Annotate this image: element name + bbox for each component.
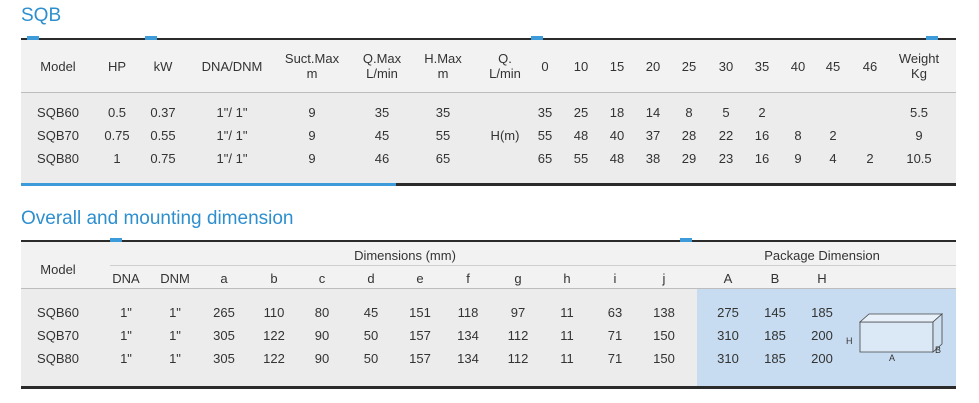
column-header: H.Max m xyxy=(424,51,462,81)
column-header: H xyxy=(817,271,827,286)
column-header: j xyxy=(662,271,666,286)
model-header: Model xyxy=(40,262,76,277)
column-header: h xyxy=(563,271,571,286)
table-cell: 2 xyxy=(866,151,874,166)
model-cell: SQB60 xyxy=(37,105,79,120)
table-cell: 37 xyxy=(645,128,661,143)
package-dimension-header: Package Dimension xyxy=(764,248,880,263)
table-cell: 1" xyxy=(169,305,181,320)
table-cell: 9 xyxy=(308,105,316,120)
table-cell: 55 xyxy=(537,128,553,143)
table-cell: 5.5 xyxy=(909,105,929,120)
subheader-divider xyxy=(110,265,956,266)
table-cell: 1"/ 1" xyxy=(216,151,248,166)
table-cell: 150 xyxy=(653,328,675,343)
table-cell: 122 xyxy=(263,351,285,366)
table-cell: 9 xyxy=(915,128,923,143)
bottom-accent xyxy=(21,183,396,186)
column-header: 25 xyxy=(681,59,697,74)
column-header: 46 xyxy=(862,59,878,74)
table-cell: 310 xyxy=(717,328,739,343)
table-cell: 200 xyxy=(811,328,833,343)
column-header: DNA/DNM xyxy=(201,59,263,74)
table-cell: 48 xyxy=(573,128,589,143)
box-label-b: B xyxy=(935,345,942,355)
column-header: Suct.Max m xyxy=(284,51,340,81)
table-cell: 8 xyxy=(685,105,693,120)
table-cell: 151 xyxy=(409,305,431,320)
table-cell: 11 xyxy=(560,328,574,343)
model-cell: SQB80 xyxy=(37,151,79,166)
table-cell: 97 xyxy=(510,305,526,320)
table-cell: 25 xyxy=(573,105,589,120)
table-cell: 310 xyxy=(717,351,739,366)
table-cell: 1" xyxy=(169,328,181,343)
table-cell: 16 xyxy=(754,128,770,143)
table-cell: 90 xyxy=(314,328,330,343)
table-cell: 1" xyxy=(169,351,181,366)
table-cell: 305 xyxy=(213,351,235,366)
table-cell: 145 xyxy=(764,305,786,320)
table-cell: 18 xyxy=(609,105,625,120)
table-cell: 48 xyxy=(609,151,625,166)
table-cell: 65 xyxy=(435,151,451,166)
table-cell: 0.5 xyxy=(107,105,127,120)
table-cell: 112 xyxy=(507,328,529,343)
table-cell: 1" xyxy=(120,328,132,343)
column-header: 35 xyxy=(754,59,770,74)
table-cell: 11 xyxy=(560,305,574,320)
table-cell: 0.37 xyxy=(150,105,176,120)
table-cell: 50 xyxy=(363,351,379,366)
model-cell: SQB70 xyxy=(37,128,79,143)
column-header: 20 xyxy=(645,59,661,74)
table-cell: 71 xyxy=(607,328,623,343)
table-cell: 157 xyxy=(409,351,431,366)
section-title-sqb: SQB xyxy=(21,5,62,26)
box-label-h: H xyxy=(846,336,853,346)
dimensions-header: Dimensions (mm) xyxy=(354,248,456,263)
column-header: A xyxy=(723,271,733,286)
table-cell: 9 xyxy=(308,151,316,166)
table-cell: 35 xyxy=(374,105,390,120)
table-cell: 1" xyxy=(120,305,132,320)
table-bottom-rule xyxy=(21,386,956,389)
table-cell: 9 xyxy=(308,128,316,143)
table-cell: 134 xyxy=(457,351,479,366)
table-cell: 5 xyxy=(722,105,730,120)
table-cell: 46 xyxy=(374,151,390,166)
table-cell: 63 xyxy=(607,305,623,320)
table-cell: 2 xyxy=(758,105,766,120)
table-cell: 90 xyxy=(314,351,330,366)
table-cell: 40 xyxy=(609,128,625,143)
table-cell: H(m) xyxy=(490,128,520,143)
column-header: a xyxy=(220,271,228,286)
table-cell: 28 xyxy=(681,128,697,143)
column-header: B xyxy=(770,271,780,286)
section-title-dimensions: Overall and mounting dimension xyxy=(21,208,294,229)
table-cell: 185 xyxy=(764,351,786,366)
table-cell: 0.75 xyxy=(104,128,130,143)
table-cell: 55 xyxy=(573,151,589,166)
model-cell: SQB60 xyxy=(37,305,79,320)
column-header: c xyxy=(318,271,326,286)
package-box-diagram xyxy=(855,310,945,360)
column-header: Q.Max L/min xyxy=(362,51,402,81)
table-cell: 0.75 xyxy=(150,151,176,166)
column-header: 45 xyxy=(825,59,841,74)
table-cell: 110 xyxy=(263,305,285,320)
box-label-a: A xyxy=(889,353,896,363)
table-cell: 157 xyxy=(409,328,431,343)
column-header: 15 xyxy=(609,59,625,74)
table-cell: 11 xyxy=(560,351,574,366)
table-cell: 0.55 xyxy=(150,128,176,143)
table-cell: 2 xyxy=(829,128,837,143)
table-cell: 65 xyxy=(537,151,553,166)
table-cell: 305 xyxy=(213,328,235,343)
table-cell: 9 xyxy=(794,151,802,166)
column-header: 0 xyxy=(541,59,549,74)
table-cell: 80 xyxy=(314,305,330,320)
table-cell: 275 xyxy=(717,305,739,320)
table-cell: 71 xyxy=(607,351,623,366)
table-cell: 122 xyxy=(263,328,285,343)
table-cell: 35 xyxy=(537,105,553,120)
table-cell: 23 xyxy=(718,151,734,166)
column-header: 40 xyxy=(790,59,806,74)
table-cell: 8 xyxy=(794,128,802,143)
column-header: DNM xyxy=(160,271,190,286)
table-cell: 265 xyxy=(213,305,235,320)
model-cell: SQB70 xyxy=(37,328,79,343)
column-header: e xyxy=(416,271,424,286)
table-cell: 16 xyxy=(754,151,770,166)
table-cell: 29 xyxy=(681,151,697,166)
table-cell: 185 xyxy=(811,305,833,320)
table-cell: 50 xyxy=(363,328,379,343)
table-cell: 118 xyxy=(457,305,479,320)
column-header: d xyxy=(367,271,375,286)
table-cell: 185 xyxy=(764,328,786,343)
column-header: 30 xyxy=(718,59,734,74)
table-cell: 38 xyxy=(645,151,661,166)
column-header: 10 xyxy=(573,59,589,74)
table-cell: 112 xyxy=(507,351,529,366)
column-header: DNA xyxy=(112,271,140,286)
table-cell: 35 xyxy=(435,105,451,120)
table-cell: 14 xyxy=(645,105,661,120)
column-header: f xyxy=(466,271,470,286)
column-header: b xyxy=(270,271,278,286)
table-cell: 134 xyxy=(457,328,479,343)
table-cell: 45 xyxy=(374,128,390,143)
column-header: g xyxy=(514,271,522,286)
table-cell: 1 xyxy=(113,151,121,166)
table-cell: 1"/ 1" xyxy=(216,105,248,120)
table-cell: 1"/ 1" xyxy=(216,128,248,143)
table-cell: 10.5 xyxy=(906,151,932,166)
table-cell: 138 xyxy=(653,305,675,320)
table-cell: 45 xyxy=(363,305,379,320)
column-header: HP xyxy=(107,59,127,74)
column-header: Q. L/min xyxy=(489,51,521,81)
column-header: Weight Kg xyxy=(898,51,940,81)
table-cell: 150 xyxy=(653,351,675,366)
column-header: Model xyxy=(40,59,76,74)
table-cell: 1" xyxy=(120,351,132,366)
model-cell: SQB80 xyxy=(37,351,79,366)
column-header: i xyxy=(613,271,617,286)
table-cell: 4 xyxy=(829,151,837,166)
table-cell: 22 xyxy=(718,128,734,143)
table-cell: 55 xyxy=(435,128,451,143)
column-header: kW xyxy=(153,59,173,74)
table-cell: 200 xyxy=(811,351,833,366)
